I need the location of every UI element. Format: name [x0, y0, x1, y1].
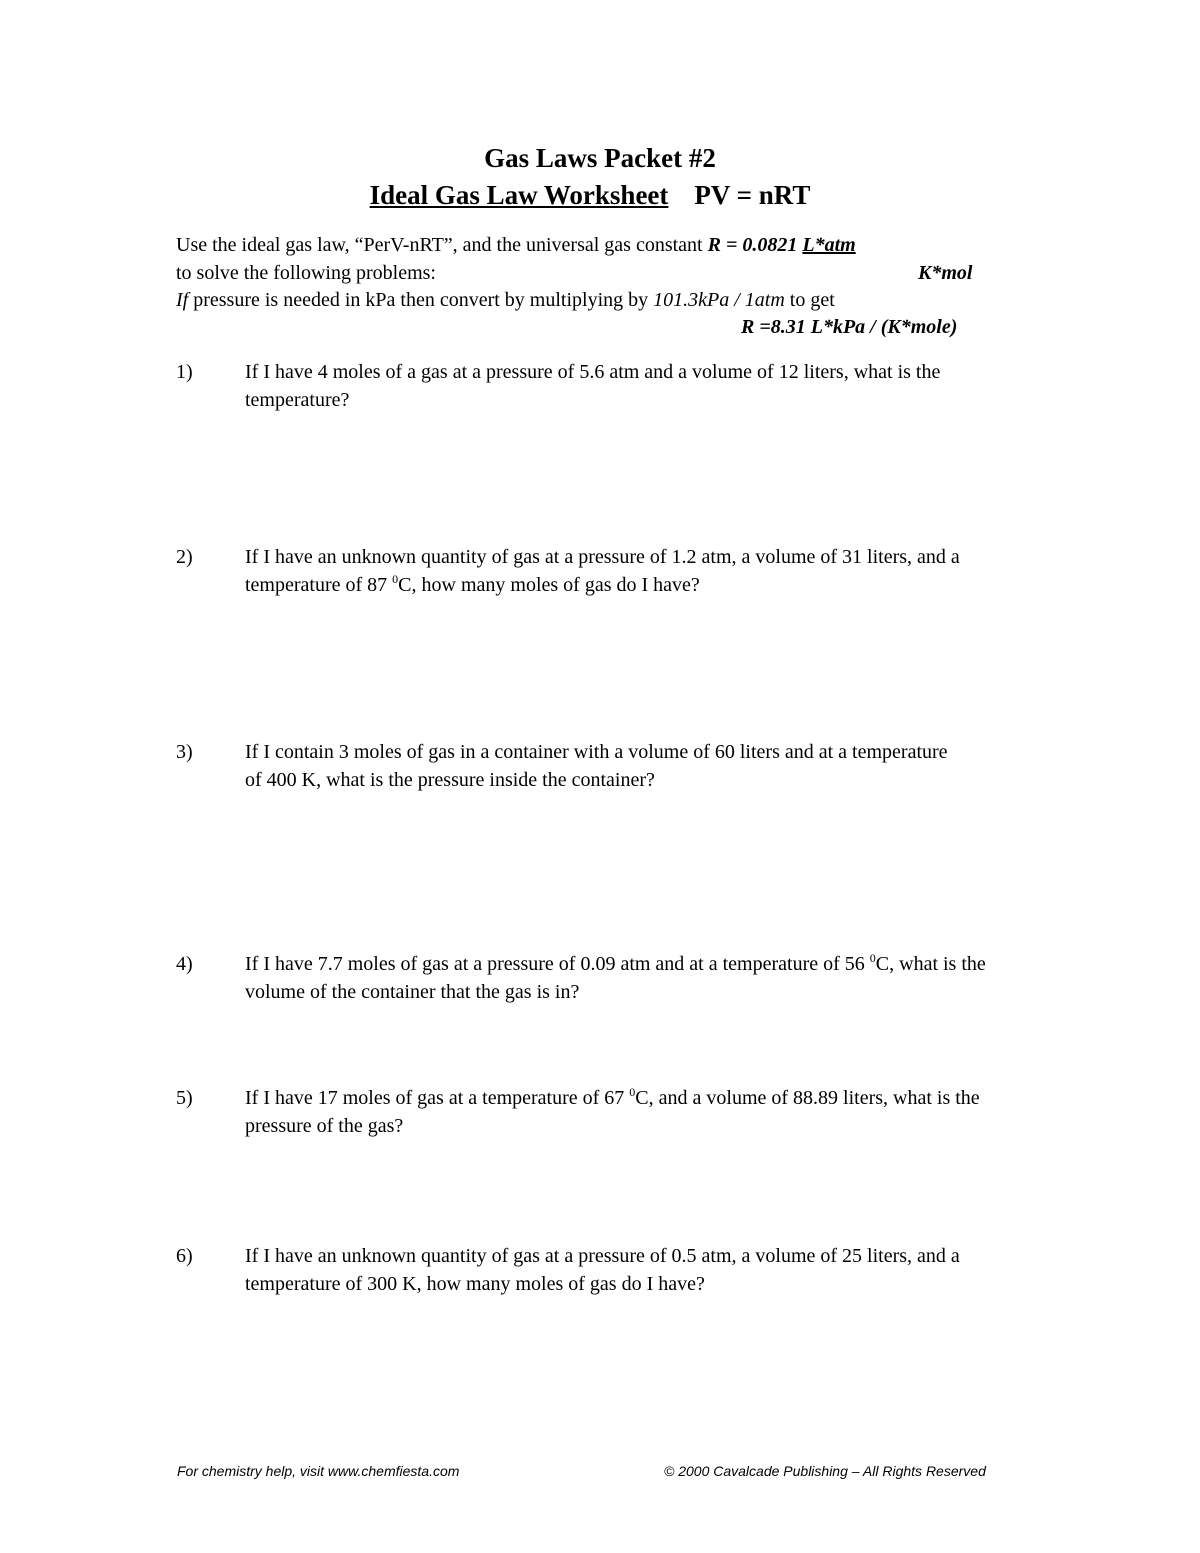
intro-to-get: to get: [784, 289, 835, 311]
question-text: [245, 1084, 1035, 1140]
subtitle-formula: PV = nRT: [694, 180, 811, 210]
intro-if: If: [176, 289, 189, 311]
question-text-part: If I have 17 moles of gas at a temperature of 67: [245, 1087, 630, 1109]
degree-superscript: 0: [392, 572, 399, 586]
question-text: [245, 358, 1035, 414]
gas-constant-value: 0.0821: [742, 234, 798, 256]
conversion-factor: 101.3kPa / 1atm: [653, 289, 785, 311]
gas-constant-units-denominator: K*mol: [918, 262, 973, 284]
question-text-part: If I have an unknown quantity of gas at a pressure of 0.5 atm, a volume of 25 liters, and a temperature of 300 K, how many moles of gas do I have?: [245, 1245, 960, 1295]
question-text-part: If I contain 3 moles of gas in a container with a volume of 60 liters and at a temperature of 400 K, what is the pressure inside the container?: [245, 741, 948, 791]
subtitle-worksheet-name: Ideal Gas Law Worksheet: [369, 180, 669, 210]
gas-constant-kpa: R =8.31 L*kPa / (K*mole): [741, 316, 958, 338]
question-text-part: If I have an unknown quantity of gas at a pressure of 1.2 atm, a volume of 31 liters, and a temperature of 87: [245, 546, 960, 596]
gas-constant-units-numerator: L*atm: [802, 234, 856, 256]
question-number: 5): [176, 1087, 193, 1109]
question-number: 1): [176, 361, 193, 383]
intro-line-1: [176, 233, 856, 257]
gas-constant-label: R =: [707, 234, 743, 256]
question-number: 4): [176, 953, 193, 975]
intro-line-2: to solve the following problems:: [176, 262, 436, 284]
page-subtitle: [0, 180, 1190, 211]
intro-line-3: [176, 288, 835, 312]
question-text: [245, 543, 985, 599]
question-text-part: C, how many moles of gas do I have?: [398, 574, 700, 596]
question-number: 6): [176, 1245, 193, 1267]
question-text-part: If I have 7.7 moles of gas at a pressure of 0.09 atm and at a temperature of 56: [245, 953, 870, 975]
footer-help-link: For chemistry help, visit www.chemfiesta.com: [177, 1463, 460, 1479]
degree-superscript: 0: [629, 1085, 636, 1099]
question-text-part: If I have 4 moles of a gas at a pressure of 5.6 atm and a volume of 12 liters, what is the temperature?: [245, 361, 941, 411]
footer-copyright: © 2000 Cavalcade Publishing – All Rights Reserved: [664, 1463, 986, 1479]
question-number: 2): [176, 546, 193, 568]
question-text: [245, 1242, 985, 1298]
question-text: [245, 950, 1035, 1006]
degree-superscript: 0: [869, 951, 876, 965]
question-text: [245, 738, 957, 794]
question-text-part: C, what is the volume of the container that the gas is in?: [245, 953, 986, 1003]
question-number: 3): [176, 741, 193, 763]
page-title: Gas Laws Packet #2: [484, 143, 716, 173]
question-text-part: C, and a volume of 88.89 liters, what is the pressure of the gas?: [245, 1087, 980, 1137]
intro-kpa-text: pressure is needed in kPa then convert by multiplying by: [188, 289, 654, 311]
intro-text: Use the ideal gas law, “PerV-nRT”, and the universal gas constant: [176, 234, 708, 256]
